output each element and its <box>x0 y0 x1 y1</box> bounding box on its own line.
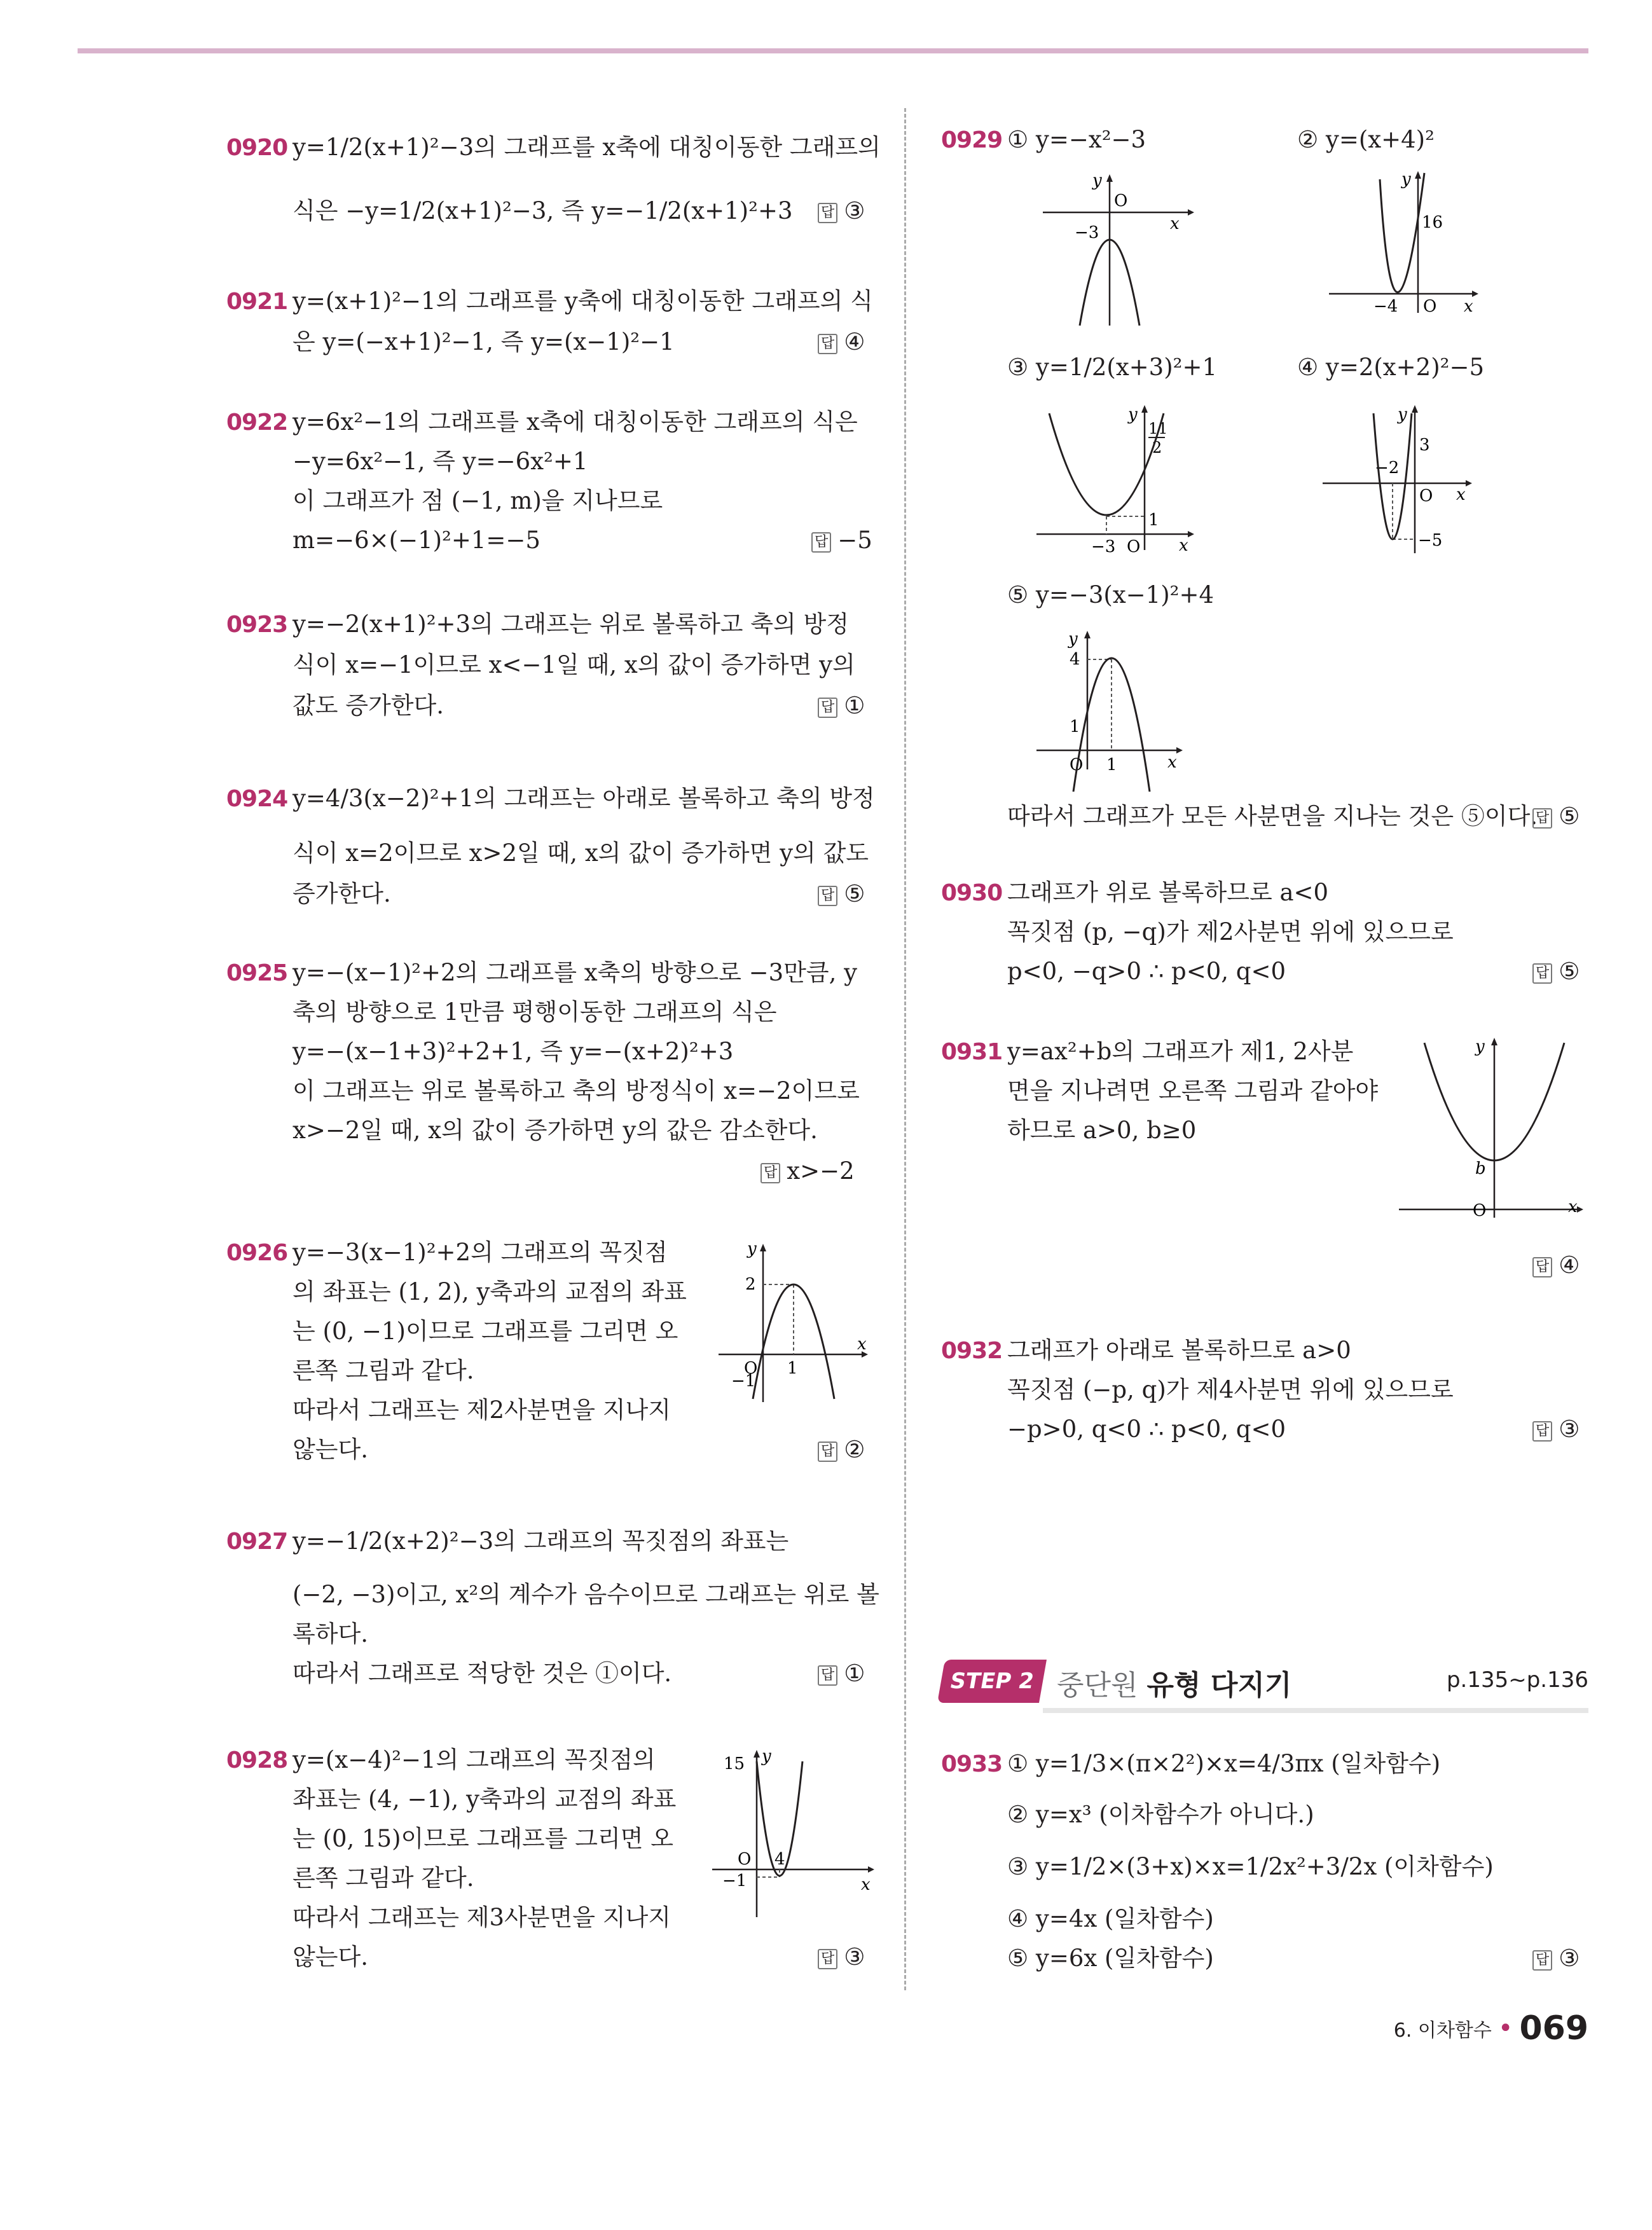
answer <box>1532 1414 1580 1445</box>
answer <box>818 196 865 226</box>
x-axis-label: x <box>1170 214 1180 233</box>
answer-tag: 답 <box>1532 1421 1552 1442</box>
page-footer <box>1394 2009 1588 2048</box>
y-axis-label: y <box>762 1747 771 1766</box>
problem-number: 0928 <box>226 1747 288 1773</box>
answer <box>1532 1943 1580 1974</box>
step-title-main: 유형 다지기 <box>1146 1669 1292 1702</box>
bullet-icon: • <box>1497 2014 1513 2043</box>
tick-4: 4 <box>774 1850 785 1869</box>
x-axis-label: x <box>861 1875 871 1894</box>
solution-line: 록하다. <box>293 1620 368 1648</box>
solution-line: 않는다. <box>293 1943 368 1971</box>
column-divider <box>904 108 906 1990</box>
problem-number: 0927 <box>226 1529 288 1555</box>
origin-label: O <box>1070 755 1084 774</box>
solution-line: 식은 −y=1/2(x+1)²−3, 즉 y=−1/2(x+1)²+3 <box>293 197 793 224</box>
solution-line: 는 (0, −1)이므로 그래프를 그리면 오 <box>293 1318 678 1345</box>
solution-line: x>−2일 때, x의 값이 증가하면 y의 값은 감소한다. <box>293 1117 818 1144</box>
solution-line: y=ax²+b의 그래프가 제1, 2사분 <box>1007 1038 1354 1065</box>
x-axis-label: x <box>1568 1197 1578 1216</box>
solution-line: 은 y=(−x+1)²−1, 즉 y=(x−1)²−1 <box>293 328 675 355</box>
solution-line: 식이 x=−1이므로 x<−1일 때, x의 값이 증가하면 y의 <box>293 651 855 678</box>
answer <box>1532 801 1580 832</box>
solution-line: 하므로 a>0, b≥0 <box>1007 1117 1197 1144</box>
x-axis-label: x <box>1167 753 1177 772</box>
answer <box>818 1435 865 1465</box>
answer-value: ③ <box>1559 1944 1580 1972</box>
solution-line: 면을 지나려면 오른쪽 그림과 같아야 <box>1007 1077 1379 1105</box>
solution-line: 값도 증가한다. <box>293 692 444 719</box>
problem-number: 0922 <box>226 410 288 436</box>
tick-1: 1 <box>1148 511 1159 530</box>
x-axis-label: x <box>1464 297 1473 316</box>
solution-line: 꼭짓점 (p, −q)가 제2사분면 위에 있으므로 <box>1007 918 1454 946</box>
x-axis-label: x <box>1456 485 1466 504</box>
solution-line: 식이 x=2이므로 x>2일 때, x의 값이 증가하면 y의 값도 <box>293 839 869 867</box>
answer-value: ④ <box>1559 1251 1580 1279</box>
answer-tag: 답 <box>1532 1950 1552 1971</box>
solution-line: y=4/3(x−2)²+1의 그래프는 아래로 볼록하고 축의 방정 <box>293 785 875 812</box>
tick-2: 2 <box>1152 439 1162 457</box>
tick-2: 2 <box>745 1275 756 1294</box>
answer-value: x>−2 <box>787 1157 855 1185</box>
y-axis-label: y <box>747 1240 757 1258</box>
answer-value: ④ <box>844 328 865 355</box>
answer <box>818 879 865 909</box>
y-axis-label: y <box>1092 171 1102 190</box>
problem-number: 0923 <box>226 612 288 638</box>
answer-tag: 답 <box>811 532 831 553</box>
answer <box>818 691 865 721</box>
tick-neg2: −2 <box>1375 458 1400 478</box>
y-axis-label: y <box>1401 170 1411 189</box>
answer-tag: 답 <box>1532 808 1552 829</box>
step-title-prefix: 중단원 <box>1057 1669 1147 1702</box>
answer-tag: 답 <box>1532 963 1552 984</box>
tick-neg3: −3 <box>1091 537 1116 556</box>
origin-label: O <box>1423 297 1437 316</box>
solution-line: 이 그래프가 점 (−1, m)을 지나므로 <box>293 487 663 514</box>
solution-line: 의 좌표는 (1, 2), y축과의 교점의 좌표 <box>293 1278 687 1305</box>
problem-number: 0925 <box>226 960 288 986</box>
option-line: ④ y=4x (일차함수) <box>1007 1905 1214 1932</box>
option-line: ③ y=1/2(x+3)²+1 <box>1007 354 1218 381</box>
graph-0928 <box>699 1742 878 1920</box>
answer-value: ① <box>844 1660 865 1687</box>
answer-tag: 답 <box>818 698 837 718</box>
tick-16: 16 <box>1422 213 1443 232</box>
solution-line: y=6x²−1의 그래프를 x축에 대칭이동한 그래프의 식은 <box>293 408 858 436</box>
solution-line: 그래프가 위로 볼록하므로 a<0 <box>1007 879 1329 906</box>
answer-value: ③ <box>844 1943 865 1971</box>
y-axis-label: y <box>1128 405 1138 424</box>
problem-number: 0920 <box>226 135 288 161</box>
problem-number: 0926 <box>226 1240 288 1266</box>
tick-neg1: −1 <box>731 1372 756 1391</box>
answer <box>1532 1250 1580 1281</box>
solution-line: y=−2(x+1)²+3의 그래프는 위로 볼록하고 축의 방정 <box>293 610 850 638</box>
top-rule <box>78 48 1588 53</box>
graph-0929-5 <box>1030 626 1195 792</box>
graph-0931 <box>1393 1030 1596 1221</box>
solution-line: m=−6×(−1)²+1=−5 <box>293 527 540 554</box>
problem-number: 0924 <box>226 786 288 812</box>
solution-line: 따라서 그래프는 제2사분면을 지나지 <box>293 1396 671 1424</box>
y-axis-label: y <box>1398 405 1407 424</box>
solution-line: −y=6x²−1, 즉 y=−6x²+1 <box>293 448 588 475</box>
solution-line: 않는다. <box>293 1436 368 1463</box>
y-axis-label: y <box>1068 630 1078 649</box>
page-number: 069 <box>1519 2009 1588 2048</box>
answer-tag: 답 <box>1532 1257 1552 1277</box>
solution-line: 이 그래프는 위로 볼록하고 축의 방정식이 x=−2이므로 <box>293 1077 860 1105</box>
answer-tag: 답 <box>818 1442 837 1462</box>
solution-line: 축의 방향으로 1만큼 평행이동한 그래프의 식은 <box>293 998 777 1026</box>
solution-line: 른쪽 그림과 같다. <box>293 1864 474 1892</box>
solution-line: 른쪽 그림과 같다. <box>293 1357 474 1384</box>
answer <box>818 1658 865 1689</box>
problem-number: 0931 <box>941 1039 1003 1065</box>
answer <box>761 1156 855 1187</box>
step-badge: STEP 2 <box>937 1660 1047 1703</box>
tick-1-x: 1 <box>1106 755 1117 774</box>
answer-tag: 답 <box>818 334 837 354</box>
option-line: ④ y=2(x+2)²−5 <box>1297 354 1485 381</box>
problem-number: 0932 <box>941 1338 1003 1364</box>
graph-0926 <box>706 1240 871 1405</box>
problem-number: 0921 <box>226 289 288 315</box>
answer-value: −5 <box>837 527 872 554</box>
origin-label: O <box>1114 191 1128 210</box>
tick-neg3: −3 <box>1075 223 1099 242</box>
option-line: ③ y=1/2×(3+x)×x=1/2x²+3/2x (이차함수) <box>1007 1853 1494 1880</box>
answer-tag: 답 <box>818 886 837 906</box>
solution-line: y=−(x−1+3)²+2+1, 즉 y=−(x+2)²+3 <box>293 1038 734 1065</box>
solution-line: −p>0, q<0 ∴ p<0, q<0 <box>1007 1415 1286 1443</box>
tick-3: 3 <box>1419 436 1430 455</box>
solution-line: 따라서 그래프는 제3사분면을 지나지 <box>293 1904 671 1931</box>
option-line: ② y=x³ (이차함수가 아니다.) <box>1007 1801 1314 1828</box>
answer-value: ⑤ <box>1559 802 1580 830</box>
answer-tag: 답 <box>818 1949 837 1969</box>
solution-line: 꼭짓점 (−p, q)가 제4사분면 위에 있으므로 <box>1007 1376 1454 1403</box>
solution-line: (−2, −3)이고, x²의 계수가 음수이므로 그래프는 위로 볼 <box>293 1581 879 1608</box>
solution-line: p<0, −q>0 ∴ p<0, q<0 <box>1007 958 1286 985</box>
solution-line: 그래프가 아래로 볼록하므로 a>0 <box>1007 1337 1351 1364</box>
origin-label: O <box>1419 486 1433 506</box>
option-line: ① y=−x²−3 <box>1007 126 1146 153</box>
graph-0929-4 <box>1316 401 1482 566</box>
answer <box>1532 956 1580 987</box>
x-axis-label: x <box>857 1335 867 1354</box>
answer-tag: 답 <box>818 203 837 223</box>
origin-label: O <box>1127 537 1141 556</box>
problem-number: 0929 <box>941 127 1003 153</box>
solution-line: y=−1/2(x+2)²−3의 그래프의 꼭짓점의 좌표는 <box>293 1527 789 1555</box>
answer-value: ② <box>844 1436 865 1463</box>
tick-15: 15 <box>724 1754 745 1773</box>
answer <box>818 327 865 357</box>
problem-number: 0930 <box>941 880 1003 906</box>
solution-line: y=(x−4)²−1의 그래프의 꼭짓점의 <box>293 1746 656 1773</box>
origin-label: O <box>744 1359 758 1378</box>
option-line: ⑤ y=6x (일차함수) <box>1007 1944 1214 1972</box>
solution-line: 증가한다. <box>293 880 391 907</box>
step-title <box>1057 1662 1291 1703</box>
tick-11: 11 <box>1148 420 1168 437</box>
origin-label: O <box>738 1850 752 1869</box>
y-axis-label: y <box>1475 1037 1485 1056</box>
solution-line: 따라서 그래프가 모든 사분면을 지나는 것은 ⑤이다. <box>1007 802 1538 830</box>
tick-neg1: −1 <box>722 1871 747 1890</box>
answer-value: ⑤ <box>1559 958 1580 985</box>
solution-line: 좌표는 (4, −1), y축과의 교점의 좌표 <box>293 1786 677 1813</box>
origin-label: O <box>1473 1201 1487 1220</box>
graph-0929-2 <box>1323 167 1488 332</box>
problem-number: 0933 <box>941 1751 1003 1777</box>
answer <box>811 525 872 556</box>
solution-line: 따라서 그래프로 적당한 것은 ①이다. <box>293 1660 672 1687</box>
option-line: ② y=(x+4)² <box>1297 126 1435 153</box>
tick-neg5: −5 <box>1418 531 1443 550</box>
answer <box>818 1942 865 1972</box>
tick-4: 4 <box>1070 650 1080 669</box>
step-page-range: p.135~p.136 <box>1446 1667 1588 1693</box>
chapter-label: 6. 이차함수 <box>1393 2020 1492 2042</box>
solution-line: 는 (0, 15)이므로 그래프를 그리면 오 <box>293 1825 673 1852</box>
answer-value: ⑤ <box>844 880 865 907</box>
answer-tag: 답 <box>761 1163 780 1183</box>
solution-line: y=−3(x−1)²+2의 그래프의 꼭짓점 <box>293 1239 668 1266</box>
answer-value: ③ <box>1559 1415 1580 1443</box>
graph-0929-3 <box>1030 401 1208 566</box>
solution-line: y=(x+1)²−1의 그래프를 y축에 대칭이동한 그래프의 식 <box>293 287 873 315</box>
tick-1: 1 <box>787 1359 798 1378</box>
graph-0929-1 <box>1036 167 1202 332</box>
option-line: ① y=1/3×(π×2²)×x=4/3πx (일차함수) <box>1007 1750 1441 1777</box>
solution-line: y=1/2(x+1)²−3의 그래프를 x축에 대칭이동한 그래프의 <box>293 134 881 161</box>
answer-value: ③ <box>844 197 865 224</box>
step-underline <box>1043 1708 1588 1713</box>
x-axis-label: x <box>1179 536 1188 555</box>
tick-b: b <box>1475 1159 1486 1178</box>
answer-tag: 답 <box>818 1665 837 1686</box>
tick-1: 1 <box>1070 717 1080 736</box>
tick-neg4: −4 <box>1373 297 1398 316</box>
solution-line: y=−(x−1)²+2의 그래프를 x축의 방향으로 −3만큼, y <box>293 959 858 986</box>
answer-value: ① <box>844 692 865 719</box>
option-line: ⑤ y=−3(x−1)²+4 <box>1007 581 1215 609</box>
